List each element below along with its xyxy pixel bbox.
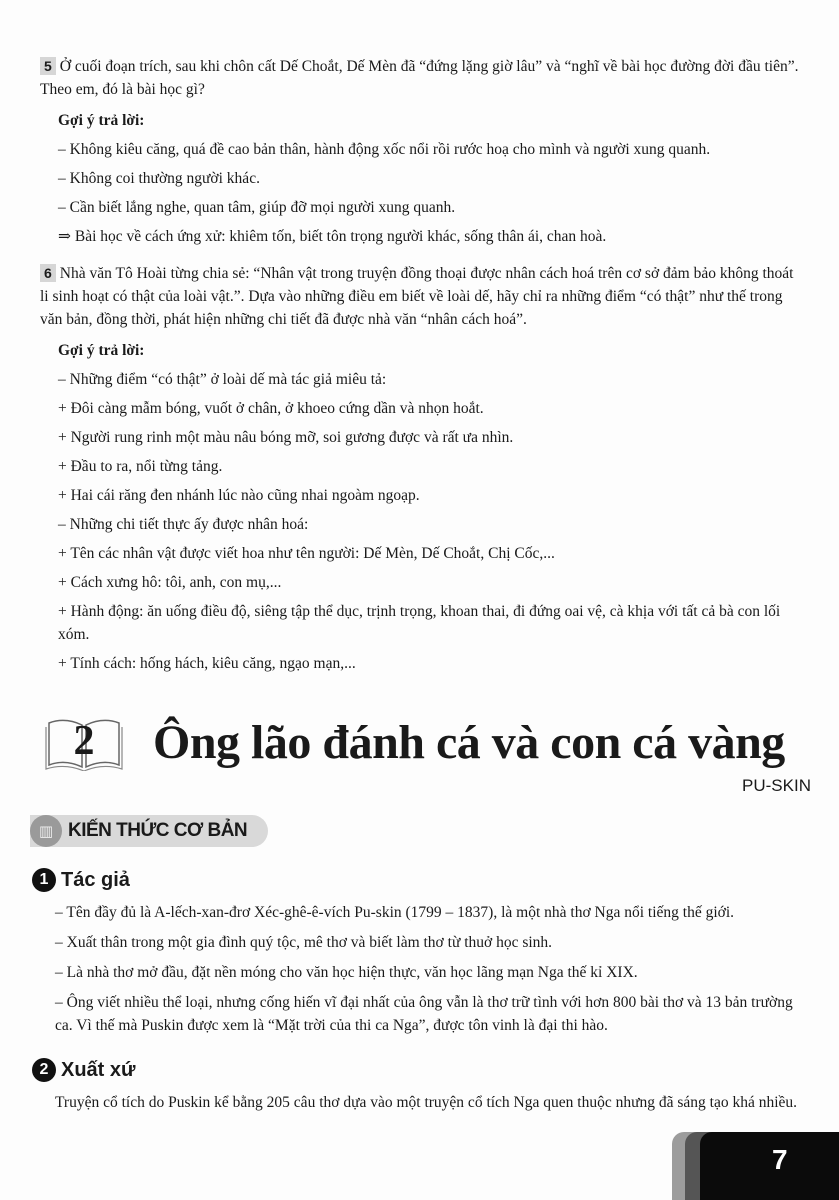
list-item: – Những điểm “có thật” ở loài dế mà tác giả miêu tả: (58, 371, 387, 388)
answer-heading: Gợi ý trả lời: (58, 112, 145, 129)
list-item: – Những chi tiết thực ấy được nhân hoá: (58, 516, 309, 533)
list-item: + Tính cách: hống hách, kiêu căng, ngạo mạn,... (58, 655, 356, 672)
list-item: + Hai cái răng đen nhánh lúc nào cũng nhai ngoàm ngoạp. (58, 487, 420, 504)
list-item: + Đôi càng mẫm bóng, vuốt ở chân, ở khoeo cứng dần và nhọn hoắt. (58, 400, 484, 417)
section-number: 1 (32, 868, 56, 892)
list-item: ⇒ Bài học về cách ứng xử: khiêm tốn, biết tôn trọng người khác, sống thân ái, chan hoà. (58, 228, 607, 245)
list-item: + Hành động: ăn uống điều độ, siêng tập thể dục, trịnh trọng, khoan thai, đi đứng oai vệ, cà khịa với tất cả bà con lối xóm. (58, 603, 781, 643)
list-item: + Cách xưng hô: tôi, anh, con mụ,... (58, 574, 282, 591)
list-item: + Đầu to ra, nổi từng tảng. (58, 458, 223, 475)
question-5 (40, 55, 800, 248)
section-banner (30, 815, 268, 847)
list-item: – Là nhà thơ mở đầu, đặt nền móng cho văn học hiện thực, văn học lãng mạn Nga thế kỉ XIX. (55, 964, 638, 981)
section-title: Xuất xứ (61, 1059, 136, 1081)
question-number: 5 (40, 57, 56, 75)
banner-label: KIẾN THỨC CƠ BẢN (68, 820, 248, 841)
list-item: – Không kiêu căng, quá đề cao bản thân, hành động xốc nổi rồi rước hoạ cho mình và người xung quanh. (58, 141, 711, 158)
list-item: – Ông viết nhiều thể loại, nhưng cống hiến vĩ đại nhất của ông vẫn là thơ trữ tình với hơn 800 bài thơ và 13 bản trường ca. Vì thế mà Puskin được xem là “Mặt trời của thi ca Nga”, được tôn vinh là đại thi hào. (55, 994, 793, 1034)
list-item: – Xuất thân trong một gia đình quý tộc, mê thơ và biết làm thơ từ thuở học sinh. (55, 934, 553, 951)
list-item: + Tên các nhân vật được viết hoa như tên người: Dế Mèn, Dế Choắt, Chị Cốc,... (58, 545, 555, 562)
list-item: – Tên đầy đủ là A-lếch-xan-đrơ Xéc-ghê-ê-vích Pu-skin (1799 – 1837), là một nhà thơ Nga nổi tiếng thế giới. (55, 904, 735, 921)
section-body (55, 1091, 805, 1114)
section-body (55, 901, 805, 1037)
lesson-header (45, 715, 839, 771)
page-number-tab (672, 1132, 839, 1200)
question-text: Nhà văn Tô Hoài từng chia sẻ: “Nhân vật trong truyện đồng thoại được nhân cách hoá trên cơ sở đảm bảo không thoát li sinh hoạt có thật của loài vật.”. Dựa vào những điều em biết về loài dế, hãy chỉ ra những điểm “có thật” như thế trong văn bản, đồng thời, phát hiện những chi tiết đã được nhà văn “nhân cách hoá”. (40, 265, 794, 328)
lesson-author: PU-SKIN (742, 776, 811, 795)
section-heading (32, 867, 839, 893)
section-title: Tác giả (61, 869, 130, 891)
section-heading (32, 1057, 839, 1083)
question-number: 6 (40, 264, 56, 282)
list-item: – Cần biết lắng nghe, quan tâm, giúp đỡ mọi người xung quanh. (58, 199, 456, 216)
page-number: 7 (772, 1144, 788, 1175)
paragraph: Truyện cổ tích do Puskin kể bằng 205 câu thơ dựa vào một truyện cổ tích Nga quen thuộc nhưng đã sáng tạo khá nhiều. (55, 1094, 798, 1111)
question-6 (40, 262, 800, 675)
lesson-number: 2 (73, 718, 95, 764)
list-item: – Không coi thường người khác. (58, 170, 260, 187)
question-text: Ở cuối đoạn trích, sau khi chôn cất Dế Choắt, Dế Mèn đã “đứng lặng giờ lâu” và “nghĩ về bài học đường đời đầu tiên”. Theo em, đó là bài học gì? (40, 58, 799, 98)
section-number: 2 (32, 1058, 56, 1082)
open-book-icon (45, 715, 123, 771)
book-icon: ▥ (30, 815, 62, 847)
answer-heading: Gợi ý trả lời: (58, 342, 145, 359)
list-item: + Người rung rinh một màu nâu bóng mỡ, soi gương được và rất ưa nhìn. (58, 429, 514, 446)
lesson-title: Ông lão đánh cá và con cá vàng (153, 716, 785, 769)
